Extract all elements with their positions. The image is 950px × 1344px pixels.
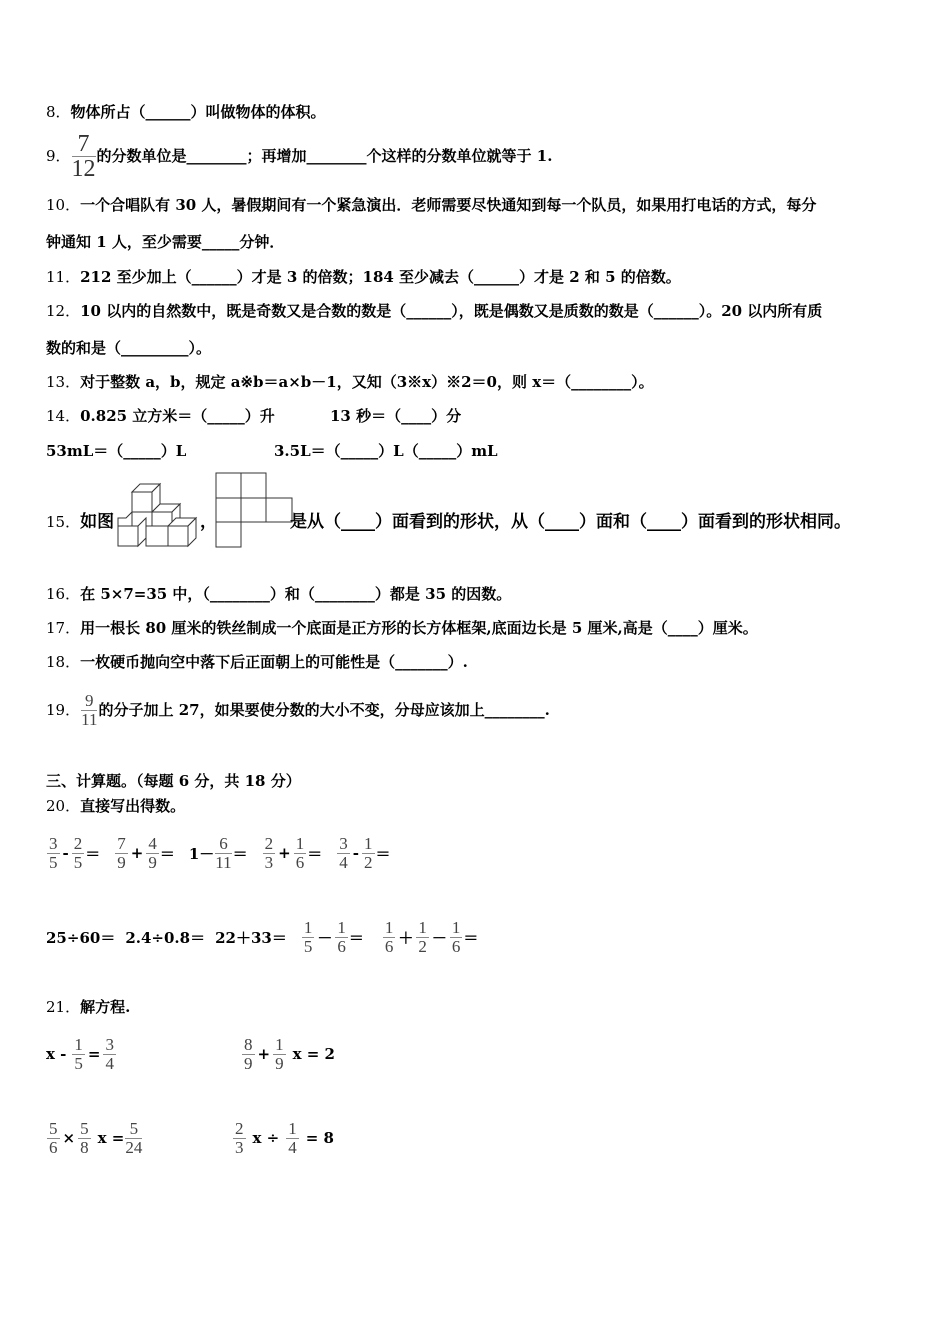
section-3-title: 三、计算题。（每题 6 分，共 18 分） bbox=[46, 772, 301, 790]
question-text: 10 以内的自然数中，既是奇数又是合数的数是（______），既是偶数又是质数的数是（______）。20 以内所有质 bbox=[80, 302, 823, 320]
equation-1: x - $\frac{1}{5}$ = $\frac{3}{4}$ bbox=[46, 1034, 114, 1073]
question-14-line1 bbox=[46, 407, 275, 425]
cube-stack-figure bbox=[116, 480, 200, 550]
question-8 bbox=[46, 103, 326, 121]
question-text-pre: 如图 bbox=[80, 512, 115, 532]
question-number: 20． bbox=[46, 797, 81, 815]
question-text: 一枚硬币抛向空中落下后正面朝上的可能性是（_______）. bbox=[80, 653, 468, 671]
expr-7: 2.4÷0.8＝ bbox=[125, 928, 206, 947]
expr-8: 22＋33＝ bbox=[215, 928, 287, 947]
question-number: 18． bbox=[46, 653, 81, 671]
expr-10: 1 6 ＋ 1 2 － 1 6 ＝ bbox=[384, 917, 479, 956]
calc-row-1 bbox=[46, 828, 391, 878]
question-18 bbox=[46, 653, 468, 671]
question-13 bbox=[46, 373, 654, 391]
question-number: 19． bbox=[46, 701, 81, 719]
question-14-part-b: 13 秒＝（____）分 bbox=[330, 407, 462, 425]
question-number: 8． bbox=[46, 103, 71, 121]
question-17 bbox=[46, 619, 758, 637]
question-11 bbox=[46, 268, 681, 286]
question-text: 一个合唱队有 30 人，暑假期间有一个紧急演出．老师需要尽快通知到每一个队员，如果用打电话的方式，每分 bbox=[80, 196, 817, 214]
question-20-title: 20．直接写出得数。 bbox=[46, 797, 186, 815]
question-text: 物体所占（______）叫做物体的体积。 bbox=[70, 103, 326, 121]
question-text: 在 5×7=35 中，（________）和（________）都是 35 的因数。 bbox=[80, 585, 512, 603]
question-16 bbox=[46, 585, 511, 603]
question-text: 的分数单位是________；再增加________个这样的分数单位就等于 1. bbox=[96, 147, 553, 165]
question-14-part-c: 53mL＝（_____）L bbox=[46, 442, 187, 460]
question-text: 对于整数 a，b，规定 a※b＝a×b－1，又知（3※x）※2＝0，则 x＝（________）。 bbox=[80, 373, 654, 391]
equation-2: 8 9 + $\frac{1}{9}$ x = 2 bbox=[244, 1034, 335, 1073]
question-10-line1 bbox=[46, 196, 816, 214]
question-15-text: 是从（____）面看到的形状，从（____）面和（____）面看到的形状相同。 bbox=[290, 512, 851, 532]
question-text: 的分子加上 27，如果要使分数的大小不变，分母应该加上________. bbox=[98, 701, 550, 719]
question-12-line1 bbox=[46, 302, 822, 320]
expr-9: 1 5 － 1 6 ＝ bbox=[303, 917, 364, 956]
equation-4: 2 3 x ÷ $\frac{1}{4}$ = 8 bbox=[235, 1118, 334, 1157]
question-number: 14． bbox=[46, 407, 81, 425]
fraction-7-12: 7 12 bbox=[71, 130, 96, 182]
question-number: 9． bbox=[46, 147, 71, 165]
question-number: 11． bbox=[46, 268, 81, 286]
question-number: 10． bbox=[46, 196, 81, 214]
expr-2: 7 9 + $\frac{4}{9}$ ＝ bbox=[117, 833, 175, 872]
expr-5: 3 4 - 1 2 ＝ bbox=[339, 833, 391, 872]
expr-6: 25÷60＝ bbox=[46, 928, 116, 947]
expr-4: 2 3 + $\frac{1}{6}$ ＝ bbox=[264, 833, 323, 872]
equation-3: $\frac{5}{6}$ × $\frac{5}{8}$ x = $\frac{5}{24}$ bbox=[49, 1118, 143, 1157]
question-10-line2: 钟通知 1 人，至少需要_____分钟． bbox=[46, 233, 285, 251]
question-text: 用一根长 80 厘米的铁丝制成一个底面是正方形的长方体框架,底面边长是 5 厘米,高是（____）厘米。 bbox=[80, 619, 758, 637]
calc-row-2 bbox=[46, 912, 478, 962]
question-12-line2: 数的和是（_________）。 bbox=[46, 339, 212, 357]
question-text: 212 至少加上（______）才是 3 的倍数；184 至少减去（______）才是 2 和 5 的倍数。 bbox=[80, 268, 681, 286]
question-14-part-d: 3.5L＝（_____）L（_____）mL bbox=[274, 442, 498, 460]
question-19 bbox=[46, 686, 550, 734]
question-21-title: 21．解方程. bbox=[46, 998, 131, 1016]
question-number: 17． bbox=[46, 619, 81, 637]
question-9 bbox=[46, 130, 552, 182]
expr-1: 3 5 - 2 5 ＝ bbox=[49, 833, 101, 872]
expr-3: 1－ 6 11 ＝ bbox=[188, 833, 248, 872]
question-number: 13． bbox=[46, 373, 81, 391]
question-number: 16． bbox=[46, 585, 81, 603]
question-part-a: 0.825 立方米＝（_____）升 bbox=[80, 407, 275, 425]
question-number: 12． bbox=[46, 302, 81, 320]
question-number: 21． bbox=[46, 998, 81, 1016]
view-grid-figure bbox=[214, 471, 294, 549]
question-15-separator: ， bbox=[200, 512, 217, 532]
fraction-9-11: 9 11 bbox=[81, 690, 98, 729]
question-15-number: 15．如图 bbox=[46, 512, 115, 532]
